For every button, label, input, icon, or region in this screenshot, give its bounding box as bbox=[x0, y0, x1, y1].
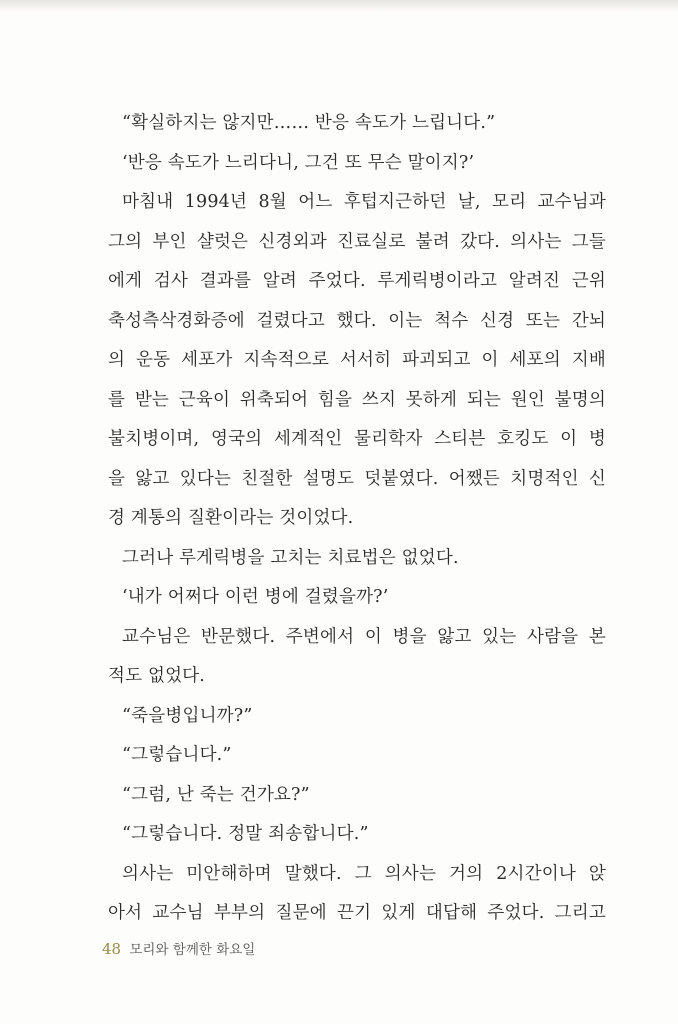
book-title: 모리와 함께한 화요일 bbox=[129, 942, 256, 958]
body-line: “그렇습니다.” bbox=[122, 745, 232, 765]
body-line: 불치병이며, 영국의 세계적인 물리학자 스티븐 호킹도 이 병 bbox=[108, 429, 606, 449]
body-line: “그렇습니다. 정말 죄송합니다.” bbox=[122, 824, 369, 844]
body-line: ‘반응 속도가 느리다니, 그건 또 무슨 말이지?’ bbox=[122, 152, 475, 173]
body-line: ‘내가 어쩌다 이런 병에 걸렸을까?’ bbox=[122, 587, 389, 607]
body-line: 경 계통의 질환이라는 것이었다. bbox=[108, 508, 354, 528]
body-line: 축성측삭경화증에 걸렸다고 했다. 이는 척수 신경 또는 간뇌 bbox=[108, 310, 606, 331]
body-line: 아서 교수님 부부의 질문에 끈기 있게 대답해 주었다. 그리고 bbox=[108, 903, 606, 923]
body-line: 를 받는 근육이 위축되어 힘을 쓰지 못하게 되는 원인 불명의 bbox=[108, 389, 606, 410]
body-line: 적도 없었다. bbox=[108, 666, 206, 686]
page-top-shadow bbox=[0, 0, 678, 12]
body-line: 그러나 루게릭병을 고치는 치료법은 없었다. bbox=[122, 547, 459, 568]
page-number: 48 bbox=[102, 940, 122, 958]
body-line: “그럼, 난 죽는 건가요?” bbox=[122, 784, 310, 805]
body-line: 의 운동 세포가 지속적으로 서서히 파괴되고 이 세포의 지배 bbox=[108, 350, 606, 370]
body-line: 교수님은 반문했다. 주변에서 이 병을 앓고 있는 사람을 본 bbox=[122, 626, 606, 647]
body-line: 을 앓고 있다는 친절한 설명도 덧붙였다. 어쨌든 치명적인 신 bbox=[108, 468, 606, 489]
body-line: “죽을병입니까?” bbox=[122, 705, 253, 726]
body-text bbox=[108, 104, 606, 934]
body-line: 그의 부인 샬럿은 신경외과 진료실로 불려 갔다. 의사는 그들 bbox=[108, 231, 606, 252]
body-line: 마침내 1994년 8월 어느 후텁지근하던 날, 모리 교수님과 bbox=[122, 192, 606, 212]
body-line: “확실하지는 않지만…… 반응 속도가 느립니다.” bbox=[122, 113, 496, 133]
page-footer bbox=[102, 938, 255, 958]
body-line: 의사는 미안해하며 말했다. 그 의사는 거의 2시간이나 앉 bbox=[122, 863, 606, 884]
body-line: 에게 검사 결과를 알려 주었다. 루게릭병이라고 알려진 근위 bbox=[108, 271, 606, 291]
